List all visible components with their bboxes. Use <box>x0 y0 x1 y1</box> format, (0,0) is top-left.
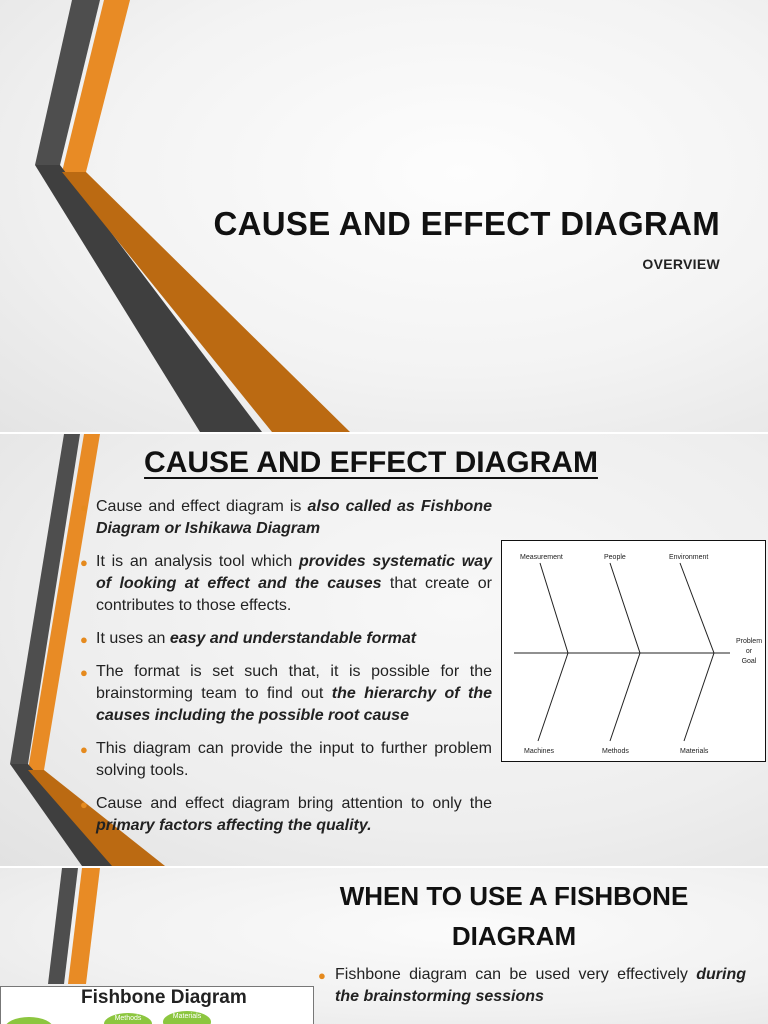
bullet-icon: ● <box>80 665 88 680</box>
list-item: ● The format is set such that, it is possible for the brainstorming team to find out the hierarchy of the causes including the possible root cause <box>80 663 493 724</box>
slide1-title: CAUSE AND EFFECT DIAGRAM <box>213 205 720 242</box>
overview-slide <box>0 434 768 866</box>
bullet-icon: ● <box>80 632 88 647</box>
bullet-icon: ● <box>80 797 88 812</box>
fishbone-thumbnail <box>0 986 314 1024</box>
diagram-label-materials: Materials <box>680 748 709 755</box>
diagram-effect-line-1: Problem <box>735 638 763 645</box>
thumbnail-title: Fishbone Diagram <box>81 987 247 1008</box>
bullet-icon: ● <box>80 500 88 515</box>
list-item: ● Fishbone diagram can be used very effectively during the brainstorming sessions <box>318 966 746 1005</box>
list-item: ● It is an analysis tool which provides systematic way of looking at effect and the causes that create or contributes to those effects. <box>80 553 492 614</box>
list-item: ● Cause and effect diagram bring attention to only the primary factors affecting the quality. <box>80 795 492 834</box>
when-to-use-slide <box>0 868 768 1024</box>
bullet-icon: ● <box>80 555 88 570</box>
list-item: ● It uses an easy and understandable format <box>74 628 492 650</box>
diagram-label-environment: Environment <box>669 554 709 561</box>
thumbnail-pill-methods: Methods <box>104 1013 152 1024</box>
fishbone-diagram-svg <box>502 541 765 761</box>
diagram-label-people: People <box>604 554 626 561</box>
slide3-title: WHEN TO USE A FISHBONE DIAGRAM <box>339 881 689 951</box>
list-item: ● This diagram can provide the input to further problem solving tools. <box>80 740 492 779</box>
thumbnail-green-pill <box>5 1017 53 1024</box>
diagram-label-machines: Machines <box>524 748 554 755</box>
bullet-icon: ● <box>80 742 88 757</box>
bullet-icon: ● <box>318 968 326 983</box>
fishbone-bone-1 <box>538 563 568 741</box>
slide2-title: CAUSE AND EFFECT DIAGRAM <box>144 446 598 479</box>
diagram-effect-line-2: or <box>745 648 753 655</box>
diagram-label-measurement: Measurement <box>520 554 563 561</box>
slide2-bullet-list <box>74 496 492 848</box>
fishbone-bone-2 <box>610 563 640 741</box>
fishbone-bone-3 <box>680 563 714 741</box>
slide1-subtitle: OVERVIEW <box>642 256 720 272</box>
title-slide <box>0 0 768 432</box>
slide3-bullet-list <box>316 964 746 1008</box>
list-item: ● Cause and effect diagram is also called as Fishbone Diagram or Ishikawa Diagram <box>80 498 492 537</box>
fishbone-diagram <box>501 540 766 762</box>
diagram-effect-line-3: Goal <box>741 658 757 665</box>
diagram-label-methods: Methods <box>602 748 629 755</box>
thumbnail-pill-materials: Materials <box>163 1011 211 1024</box>
